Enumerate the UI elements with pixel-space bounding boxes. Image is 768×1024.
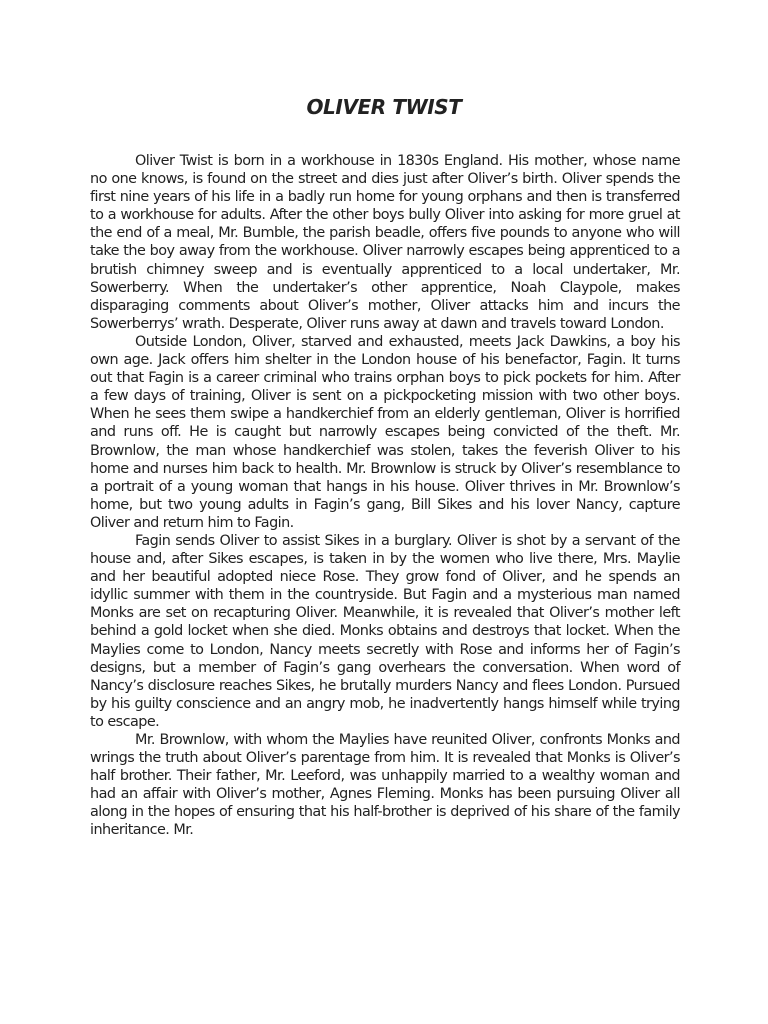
paragraph-1: Oliver Twist is born in a workhouse in 1830s England. His mother, whose name no one knows, is found on the street and dies just after Oliver’s birth. Oliver spends the first nine years of his life in a badly run home for young orphans and then is transferred to a workhouse for adults. After the other boys bully Oliver into asking for more gruel at the end of a meal, Mr. Bumble, the parish beadle, offers five pounds to anyone who will take the boy away from the workhouse. Oliver narrowly escapes being apprenticed to a brutish chimney sweep and is eventually apprenticed to a local undertaker, Mr. Sowerberry. When the undertaker’s other apprentice, Noah Claypole, makes disparaging comments about Oliver’s mother, Oliver attacks him and incurs the Sowerberrys’ wrath. Desperate, Oliver runs away at dawn and travels toward London.: [90, 153, 680, 332]
document-title: OLIVER TWIST: [306, 95, 462, 119]
paragraph-4: Mr. Brownlow, with whom the Maylies have reunited Oliver, confronts Monks and wrings the truth about Oliver’s parentage from him. It is revealed that Monks is Oliver’s half brother. Their father, Mr. Leeford, was unhappily married to a wealthy woman and had an affair with Oliver’s mother, Agnes Fleming. Monks has been pursuing Oliver all along in the hopes of ensuring that his half-brother is deprived of his share of the family inheritance. Mr.: [90, 732, 680, 839]
document-body: [90, 152, 680, 840]
paragraph-3: Fagin sends Oliver to assist Sikes in a burglary. Oliver is shot by a servant of the house and, after Sikes escapes, is taken in by the women who live there, Mrs. Maylie and her beautiful adopted niece Rose. They grow fond of Oliver, and he spends an idyllic summer with them in the countryside. But Fagin and a mysterious man named Monks are set on recapturing Oliver. Meanwhile, it is revealed that Oliver’s mother left behind a gold locket when she died. Monks obtains and destroys that locket. When the Maylies come to London, Nancy meets secretly with Rose and informs her of Fagin’s designs, but a member of Fagin’s gang overhears the conversation. When word of Nancy’s disclosure reaches Sikes, he brutally murders Nancy and flees London. Pursued by his guilty conscience and an angry mob, he inadvertently hangs himself while trying to escape.: [90, 532, 680, 730]
paragraph-2: Outside London, Oliver, starved and exhausted, meets Jack Dawkins, a boy his own age. Jack offers him shelter in the London house of his benefactor, Fagin. It turns out that Fagin is a career criminal who trains orphan boys to pick pockets for him. After a few days of training, Oliver is sent on a pickpocketing mission with two other boys. When he sees them swipe a handkerchief from an elderly gentleman, Oliver is horrified and runs off. He is caught but narrowly escapes being convicted of the theft. Mr. Brownlow, the man whose handkerchief was stolen, takes the feverish Oliver to his home and nurses him back to health. Mr. Brownlow is struck by Oliver’s resemblance to a portrait of a young woman that hangs in his house. Oliver thrives in Mr. Brownlow’s home, but two young adults in Fagin’s gang, Bill Sikes and his lover Nancy, capture Oliver and return him to Fagin.: [90, 333, 680, 531]
